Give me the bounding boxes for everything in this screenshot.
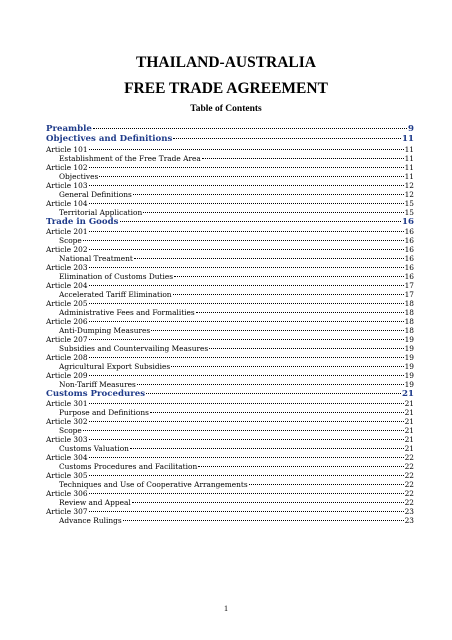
- dot-leader: [198, 466, 403, 467]
- toc-entry-label: Article 204: [46, 280, 88, 290]
- dot-leader: [130, 448, 404, 449]
- document-title-line1: THAILAND-AUSTRALIA: [136, 54, 316, 71]
- toc-entry-label: Administrative Fees and Formalities: [59, 307, 195, 317]
- dot-leader: [89, 439, 404, 440]
- toc-subentry[interactable]: [46, 380, 414, 389]
- toc-entry-label: National Treatment: [59, 253, 133, 263]
- toc-entry-page: 21: [402, 388, 414, 399]
- toc-entry-label: Anti-Dumping Measures: [59, 325, 151, 335]
- toc-entry-label: Article 208: [46, 352, 88, 362]
- dot-leader: [89, 203, 404, 204]
- toc-entry-label: Article 103: [46, 180, 88, 190]
- toc-entry-label: Scope: [59, 426, 82, 436]
- toc-entry-label: Agricultural Export Subsidies: [59, 361, 171, 371]
- toc-entry-page: 21: [404, 444, 414, 454]
- dot-leader: [209, 348, 403, 349]
- dot-leader: [133, 194, 404, 195]
- toc-entry-label: Non-Tariff Measures: [59, 379, 136, 389]
- toc-subentry[interactable]: [46, 444, 414, 453]
- toc-section-entry[interactable]: [46, 134, 414, 144]
- toc-subentry[interactable]: [46, 498, 414, 507]
- toc-subentry[interactable]: [46, 362, 414, 371]
- toc-entry-page: 11: [404, 153, 414, 163]
- dot-leader: [249, 484, 404, 485]
- page-number: 1: [224, 604, 228, 613]
- toc-article-entry[interactable]: [46, 263, 414, 272]
- toc-entry-page: 11: [404, 144, 414, 154]
- dot-leader: [89, 421, 404, 422]
- toc-entry-label: Review and Appeal: [59, 498, 131, 508]
- dot-leader: [174, 276, 404, 277]
- toc-section-entry[interactable]: [46, 217, 414, 227]
- toc-entry-label: Article 209: [46, 370, 88, 380]
- toc-entry-label: Article 306: [46, 489, 88, 499]
- toc-article-entry[interactable]: [46, 163, 414, 172]
- toc-article-entry[interactable]: [46, 199, 414, 208]
- toc-article-entry[interactable]: [46, 371, 414, 380]
- dot-leader: [171, 366, 403, 367]
- toc-entry-label: Article 302: [46, 417, 88, 427]
- toc-entry-page: 18: [404, 316, 414, 326]
- toc-subentry[interactable]: [46, 236, 414, 245]
- dot-leader: [83, 240, 404, 241]
- toc-entry-page: 19: [404, 361, 414, 371]
- toc-entry-page: 11: [404, 171, 414, 181]
- toc-entry-page: 16: [404, 235, 414, 245]
- toc-entry-label: Trade in Goods: [46, 216, 119, 227]
- toc-entry-page: 11: [402, 134, 414, 145]
- dot-leader: [89, 511, 404, 512]
- toc-article-entry[interactable]: [46, 399, 414, 408]
- toc-entry-page: 19: [404, 370, 414, 380]
- toc-article-entry[interactable]: [46, 181, 414, 190]
- toc-entry-page: 22: [404, 498, 414, 508]
- toc-entry-label: Article 304: [46, 453, 88, 463]
- dot-leader: [89, 167, 404, 168]
- toc-entry-label: Objectives: [59, 171, 99, 181]
- toc-article-entry[interactable]: [46, 489, 414, 498]
- dot-leader: [89, 285, 404, 286]
- toc-subentry[interactable]: [46, 516, 414, 525]
- toc-article-entry[interactable]: [46, 317, 414, 326]
- toc-entry-label: Article 301: [46, 399, 88, 409]
- toc-entry-page: 22: [404, 471, 414, 481]
- toc-entry-page: 11: [404, 162, 414, 172]
- toc-article-entry[interactable]: [46, 453, 414, 462]
- toc-subentry[interactable]: [46, 344, 414, 353]
- toc-entry-page: 19: [404, 334, 414, 344]
- toc-article-entry[interactable]: [46, 281, 414, 290]
- toc-entry-page: 23: [404, 507, 414, 517]
- dot-leader: [150, 412, 404, 413]
- dot-leader: [89, 403, 404, 404]
- toc-entry-label: Customs Procedures: [46, 388, 146, 399]
- toc-subentry[interactable]: [46, 172, 414, 181]
- dot-leader: [89, 231, 404, 232]
- dot-leader: [89, 475, 404, 476]
- dot-leader: [99, 176, 403, 177]
- toc-entry-label: Article 205: [46, 298, 88, 308]
- toc-entry-page: 19: [404, 352, 414, 362]
- toc-entry-page: 21: [404, 426, 414, 436]
- toc-entry-page: 16: [404, 271, 414, 281]
- toc-section-entry[interactable]: [46, 389, 414, 399]
- toc-entry-label: General Definitions: [59, 189, 132, 199]
- toc-article-entry[interactable]: [46, 507, 414, 516]
- toc-entry-label: Elimination of Customs Duties: [59, 271, 174, 281]
- toc-article-entry[interactable]: [46, 227, 414, 236]
- toc-entry-page: 17: [404, 289, 414, 299]
- toc-entry-label: Article 102: [46, 162, 88, 172]
- dot-leader: [143, 212, 403, 213]
- toc-entry-page: 12: [404, 189, 414, 199]
- toc-article-entry[interactable]: [46, 245, 414, 254]
- toc-entry-label: Advance Rulings: [59, 516, 122, 526]
- dot-leader: [173, 294, 404, 295]
- toc-entry-page: 23: [404, 516, 414, 526]
- toc-entry-label: Scope: [59, 235, 82, 245]
- dot-leader: [173, 138, 401, 139]
- toc-entry-page: 21: [404, 417, 414, 427]
- toc-entry-label: Establishment of the Free Trade Area: [59, 153, 201, 163]
- toc-subentry[interactable]: [46, 290, 414, 299]
- toc-subentry[interactable]: [46, 326, 414, 335]
- dot-leader: [83, 430, 404, 431]
- toc-entry-label: Article 104: [46, 198, 88, 208]
- toc-entry-page: 18: [404, 298, 414, 308]
- toc-entry-page: 21: [404, 408, 414, 418]
- toc-entry-label: Article 101: [46, 144, 88, 154]
- dot-leader: [196, 312, 404, 313]
- toc-entry-label: Subsidies and Countervailing Measures: [59, 343, 209, 353]
- toc-entry-label: Article 207: [46, 334, 88, 344]
- toc-subentry[interactable]: [46, 480, 414, 489]
- dot-leader: [89, 185, 404, 186]
- toc-entry-label: Preamble: [46, 124, 92, 134]
- toc-entry-page: 15: [404, 198, 414, 208]
- toc-entry-page: 16: [404, 262, 414, 272]
- toc-entry-page: 18: [404, 307, 414, 317]
- dot-leader: [89, 375, 404, 376]
- toc-entry-label: Customs Procedures and Facilitation: [59, 462, 198, 472]
- dot-leader: [93, 128, 407, 129]
- toc-entry-page: 15: [404, 207, 414, 217]
- toc-entry-page: 22: [404, 480, 414, 490]
- toc-entry-page: 16: [402, 216, 414, 227]
- toc-heading: Table of Contents: [190, 104, 262, 114]
- dot-leader: [89, 493, 404, 494]
- dot-leader: [89, 339, 404, 340]
- dot-leader: [151, 330, 403, 331]
- toc-entry-page: 12: [404, 180, 414, 190]
- dot-leader: [202, 158, 404, 159]
- toc-entry-label: Article 203: [46, 262, 88, 272]
- dot-leader: [89, 321, 404, 322]
- table-of-contents: [46, 124, 414, 525]
- toc-entry-page: 16: [404, 253, 414, 263]
- dot-leader: [89, 357, 404, 358]
- toc-entry-label: Purpose and Definitions: [59, 408, 149, 418]
- toc-article-entry[interactable]: [46, 353, 414, 362]
- dot-leader: [89, 267, 404, 268]
- toc-entry-label: Customs Valuation: [59, 444, 129, 454]
- document-title-line2: FREE TRADE AGREEMENT: [124, 80, 328, 97]
- toc-entry-page: 19: [404, 379, 414, 389]
- toc-entry-label: Article 202: [46, 244, 88, 254]
- toc-subentry[interactable]: [46, 254, 414, 263]
- toc-entry-page: 22: [404, 453, 414, 463]
- toc-article-entry[interactable]: [46, 435, 414, 444]
- toc-entry-label: Accelerated Tariff Elimination: [59, 289, 172, 299]
- toc-entry-page: 16: [404, 226, 414, 236]
- dot-leader: [89, 149, 404, 150]
- dot-leader: [146, 393, 401, 394]
- dot-leader: [123, 520, 404, 521]
- dot-leader: [89, 249, 404, 250]
- toc-entry-label: Article 305: [46, 471, 88, 481]
- toc-subentry[interactable]: [46, 208, 414, 217]
- toc-article-entry[interactable]: [46, 145, 414, 154]
- toc-entry-page: 21: [404, 435, 414, 445]
- toc-article-entry[interactable]: [46, 417, 414, 426]
- dot-leader: [89, 303, 404, 304]
- toc-entry-label: Techniques and Use of Cooperative Arrangements: [59, 480, 248, 490]
- toc-subentry[interactable]: [46, 190, 414, 199]
- toc-subentry[interactable]: [46, 308, 414, 317]
- toc-entry-page: 21: [404, 399, 414, 409]
- dot-leader: [134, 258, 404, 259]
- toc-entry-label: Article 307: [46, 507, 88, 517]
- toc-subentry[interactable]: [46, 408, 414, 417]
- toc-article-entry[interactable]: [46, 471, 414, 480]
- dot-leader: [89, 457, 404, 458]
- toc-entry-page: 22: [404, 462, 414, 472]
- toc-entry-label: Article 206: [46, 316, 88, 326]
- toc-entry-page: 16: [404, 244, 414, 254]
- toc-subentry[interactable]: [46, 426, 414, 435]
- toc-article-entry[interactable]: [46, 335, 414, 344]
- toc-entry-label: Objectives and Definitions: [46, 134, 173, 145]
- toc-entry-page: 19: [404, 343, 414, 353]
- toc-section-entry[interactable]: [46, 124, 414, 134]
- dot-leader: [120, 221, 402, 222]
- toc-entry-label: Territorial Application: [59, 207, 143, 217]
- toc-entry-page: 22: [404, 489, 414, 499]
- dot-leader: [137, 384, 404, 385]
- toc-entry-page: 18: [404, 325, 414, 335]
- toc-subentry[interactable]: [46, 272, 414, 281]
- toc-entry-label: Article 303: [46, 435, 88, 445]
- toc-article-entry[interactable]: [46, 299, 414, 308]
- toc-entry-label: Article 201: [46, 226, 88, 236]
- toc-entry-page: 17: [404, 280, 414, 290]
- dot-leader: [132, 502, 404, 503]
- toc-subentry[interactable]: [46, 462, 414, 471]
- toc-entry-page: 9: [408, 124, 414, 134]
- toc-subentry[interactable]: [46, 154, 414, 163]
